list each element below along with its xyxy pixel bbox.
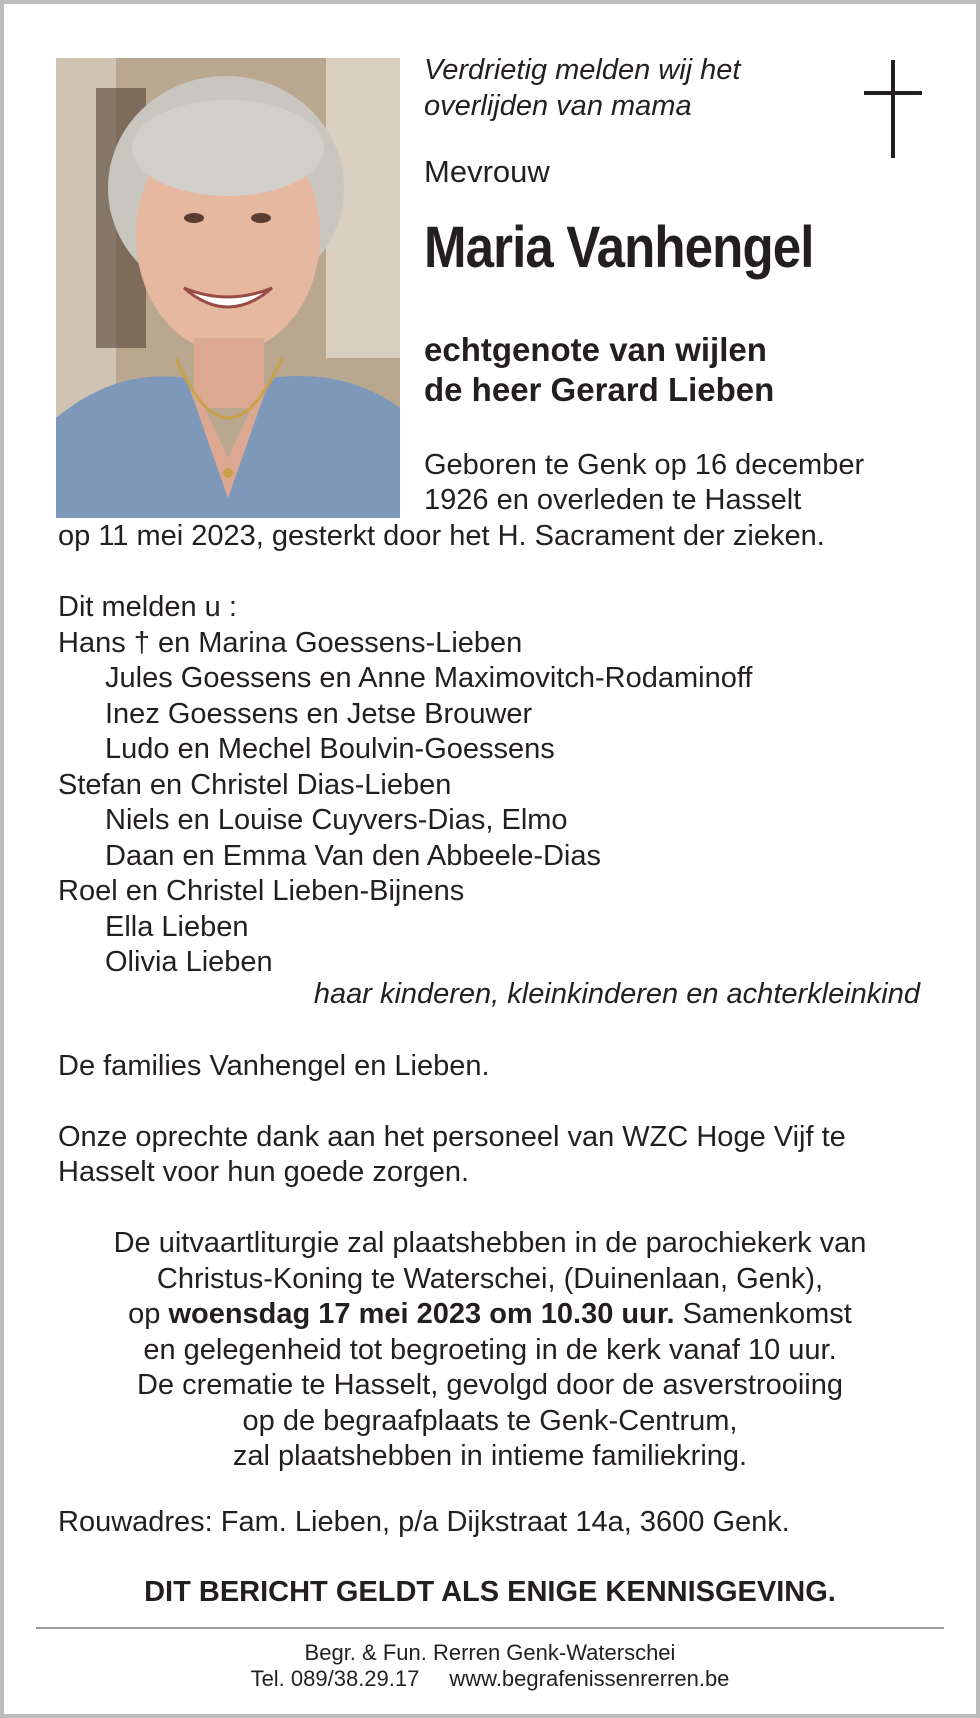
birth-line-2: 1926 en overleden te Hasselt [424, 484, 802, 516]
divider [36, 1627, 944, 1629]
announcers-list [58, 590, 930, 981]
relation-caption: haar kinderen, kleinkinderen en achterkleinkind [313, 978, 920, 1010]
list-item: Olivia Lieben [105, 946, 273, 978]
funeral-line-7: zal plaatshebben in intieme familiekring. [232, 1440, 748, 1472]
thanks-line-1: Onze oprechte dank aan het personeel van WZC Hoge Vijf te [58, 1121, 846, 1153]
announcers-heading: Dit melden u : [58, 591, 237, 623]
funeral-line-4: en gelegenheid tot begroeting in de kerk vanaf 10 uur. [143, 1333, 837, 1366]
spouse-line-2: de heer Gerard Lieben [424, 371, 775, 408]
portrait-illustration [56, 58, 400, 518]
list-item: Jules Goessens en Anne Maximovitch-Rodaminoff [105, 662, 753, 694]
funeral-line-2: Christus-Koning te Waterschei, (Duinenlaan, Genk), [156, 1262, 824, 1295]
families-line: De families Vanhengel en Lieben. [58, 1050, 490, 1082]
list-item: Roel en Christel Lieben-Bijnens [58, 875, 465, 907]
intro-text [424, 52, 740, 124]
funeral-line-6: op de begraafplaats te Genk-Centrum, [242, 1404, 738, 1437]
portrait-photo [56, 58, 400, 518]
funeral-line-3-pre: op [128, 1298, 169, 1330]
funeral-line-3-post: Samenkomst [674, 1298, 852, 1330]
list-item: Ludo en Mechel Boulvin-Goessens [105, 733, 555, 765]
footer [0, 1640, 980, 1692]
title-prefix: Mevrouw [424, 154, 550, 189]
funeral-line-1: De uitvaartliturgie zal plaatshebben in de parochiekerk van [113, 1227, 867, 1259]
intro-line-2: overlijden van mama [424, 90, 692, 122]
birth-info [424, 448, 864, 518]
list-item: Daan en Emma Van den Abbeele-Dias [105, 839, 601, 872]
notice-heading: DIT BERICHT GELDT ALS ENIGE KENNISGEVING. [144, 1576, 836, 1608]
list-item: Niels en Louise Cuyvers-Dias, Elmo [105, 804, 568, 836]
thanks-line-2: Hasselt voor hun goede zorgen. [58, 1156, 470, 1188]
funeral-date-time: woensdag 17 mei 2023 om 10.30 uur. [168, 1298, 675, 1330]
funeral-line-5: De crematie te Hasselt, gevolgd door de asverstrooiing [136, 1369, 844, 1401]
spouse-line-1: echtgenote van wijlen [424, 331, 767, 368]
mourning-address: Rouwadres: Fam. Lieben, p/a Dijkstraat 14a, 3600 Genk. [58, 1506, 790, 1538]
birth-line-1: Geboren te Genk op 16 december [424, 449, 865, 481]
list-item: Inez Goessens en Jetse Brouwer [105, 697, 533, 730]
deceased-name: Maria Vanhengel [424, 215, 814, 280]
footer-contact [0, 1666, 980, 1692]
footer-website-link[interactable]: www.begrafenissenrerren.be [449, 1666, 730, 1691]
funeral-line-3 [40, 1297, 940, 1333]
list-item: Stefan en Christel Dias-Lieben [58, 768, 452, 801]
funeral-details [40, 1226, 940, 1475]
footer-phone: Tel. 089/38.29.17 [250, 1666, 420, 1691]
funeral-home-name: Begr. & Fun. Rerren Genk-Waterschei [304, 1640, 676, 1665]
cross-icon [864, 60, 922, 158]
thanks-text [58, 1120, 938, 1190]
list-item: Ella Lieben [105, 910, 249, 943]
birth-line-3: op 11 mei 2023, gesterkt door het H. Sacrament der zieken. [58, 520, 825, 552]
spouse-info [424, 330, 774, 410]
intro-line-1: Verdrietig melden wij het [424, 54, 741, 86]
list-item: Hans † en Marina Goessens-Lieben [58, 626, 523, 659]
